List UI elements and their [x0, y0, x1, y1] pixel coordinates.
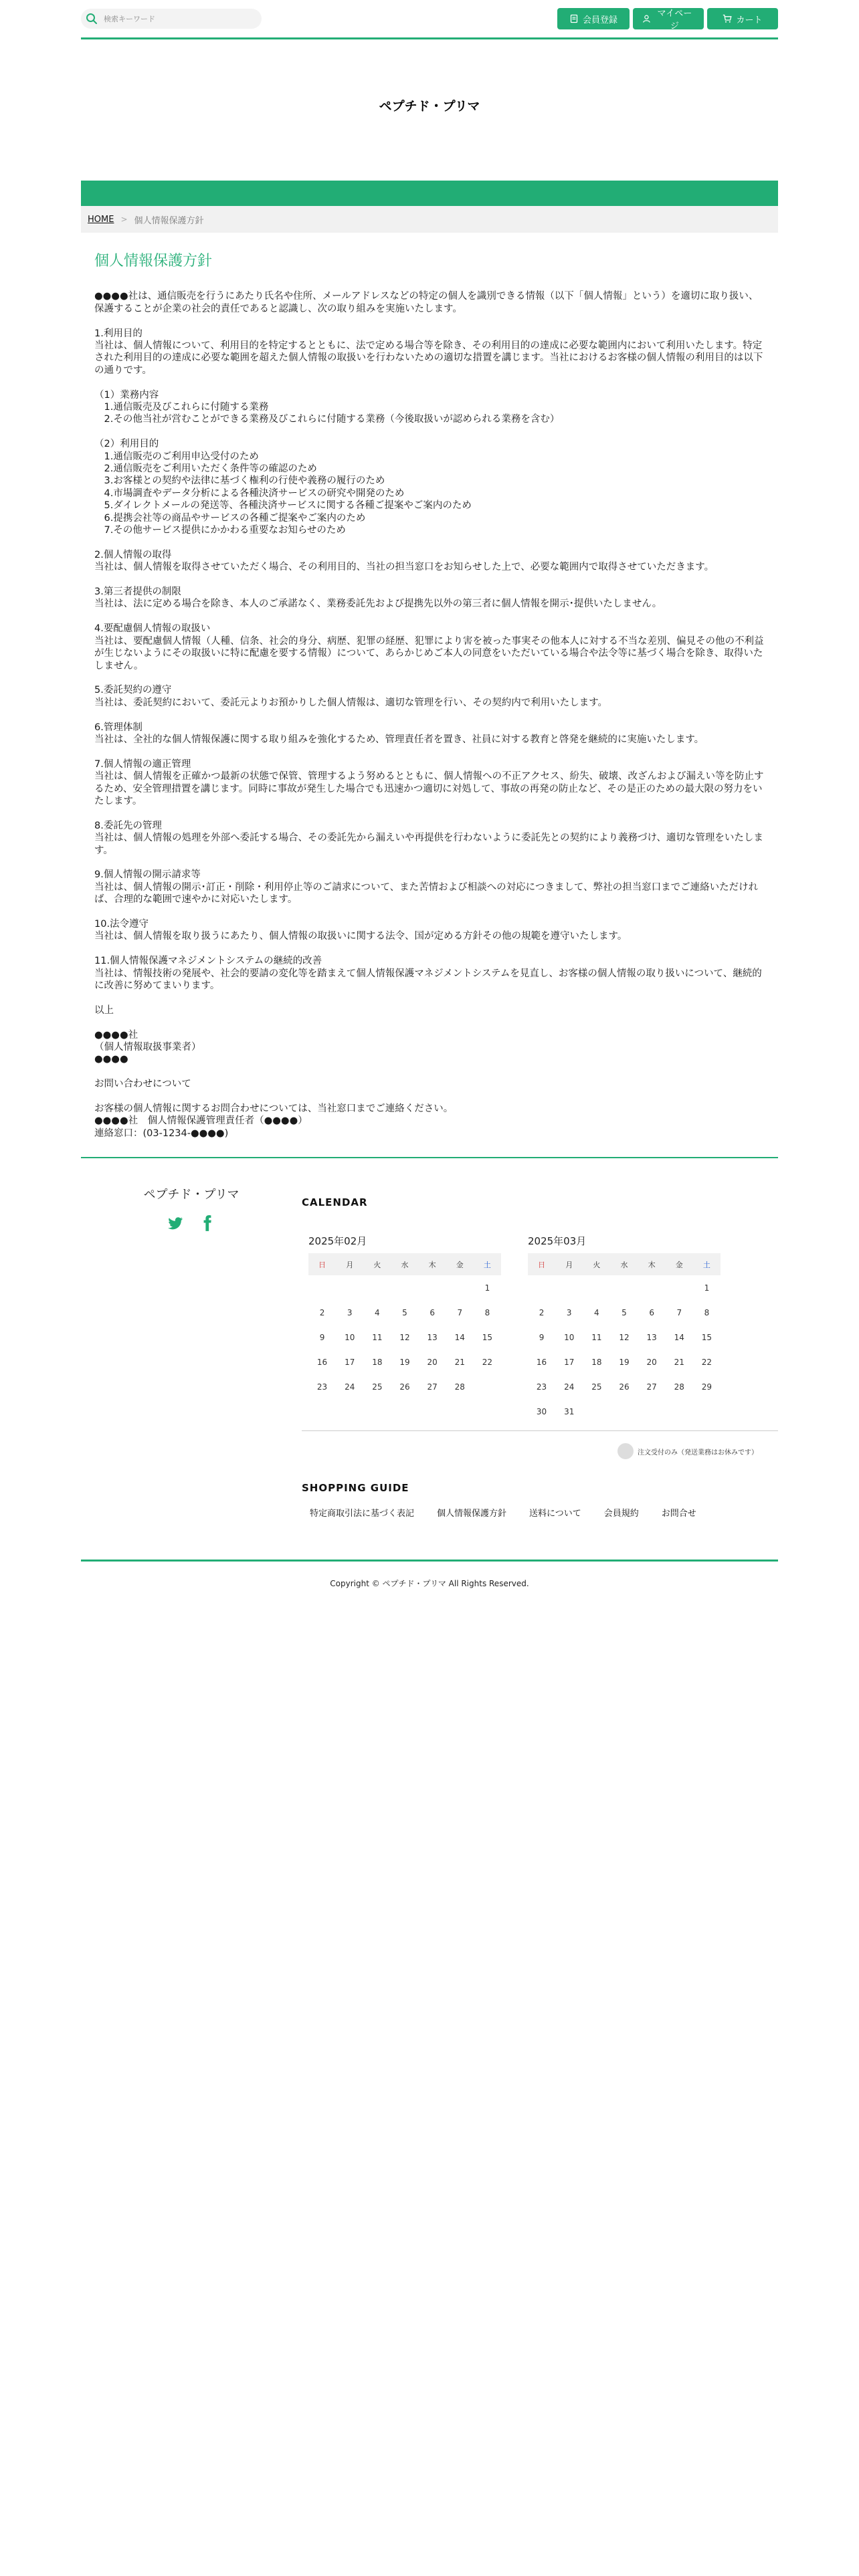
policy-line: （1）業務内容 — [94, 389, 159, 401]
calendar-day: 13 — [646, 1332, 657, 1342]
calendar-day: 31 — [564, 1406, 575, 1416]
policy-line: 2.通信販売をご利用いただく条件等の確認のため — [94, 463, 317, 475]
legend-dot-icon — [617, 1443, 634, 1459]
weekday-header: 水 — [391, 1253, 418, 1275]
policy-line: 当社は、法に定める場合を除き、本人のご承諾なく、業務委託先および提携先以外の第三者に個人情報を開示･提供いたしません。 — [94, 599, 662, 610]
calendar-day: 3 — [347, 1307, 353, 1317]
social-links — [81, 1214, 302, 1235]
weekday-header: 金 — [446, 1253, 474, 1275]
calendar-day — [583, 1399, 610, 1424]
logo-area — [81, 39, 778, 181]
guide-link[interactable]: 会員規約 — [603, 1509, 639, 1519]
policy-line: （2）利用目的 — [94, 439, 159, 450]
paragraph-gap — [94, 426, 765, 438]
paragraph-gap — [94, 906, 765, 918]
policy-line: 7.その他サービス提供にかかわる重要なお知らせのため — [94, 525, 346, 536]
calendar-day: 21 — [454, 1357, 465, 1367]
calendar-day: 1 — [484, 1283, 490, 1293]
calendar-day: 5 — [622, 1307, 627, 1317]
policy-line: ●●●●社 — [94, 1029, 138, 1041]
policy-line: 4.市場調査やデータ分析による各種決済サービスの研究や開発のため — [94, 488, 405, 499]
paragraph-gap — [94, 315, 765, 327]
calendar-day: 6 — [430, 1307, 435, 1317]
policy-line: 1.通信販売及びこれらに付随する業務 — [94, 402, 269, 413]
copyright: Copyright © ペプチド・プリマ All Rights Reserved. — [330, 1579, 529, 1589]
weekday-header: 土 — [474, 1253, 501, 1275]
guide-link[interactable]: 特定商取引法に基づく表記 — [310, 1509, 415, 1519]
guide-link[interactable]: 送料について — [529, 1509, 581, 1519]
policy-line: 2.個人情報の取得 — [94, 549, 172, 560]
calendar-day: 11 — [372, 1332, 383, 1342]
policy-line: 1.利用目的 — [94, 328, 142, 339]
policy-line: 1.通信販売のご利用申込受付のため — [94, 451, 259, 462]
footer-main — [302, 1185, 778, 1560]
policy-line: 当社は、個人情報を取り扱うにあたり、個人情報の取扱いに関する法令、国が定める方針その他の規範を遵守いたします。 — [94, 931, 628, 942]
policy-line: お問い合わせについて — [94, 1079, 191, 1090]
guide-link[interactable]: お問合せ — [661, 1509, 696, 1519]
paragraph-gap — [94, 574, 765, 586]
calendar-day: 21 — [674, 1357, 684, 1367]
calendar-day: 10 — [564, 1332, 575, 1342]
calendar-day: 27 — [646, 1382, 657, 1392]
paragraph-gap — [94, 992, 765, 1004]
policy-line: 当社は、要配慮個人情報（人種、信条、社会的身分、病歴、犯罪の経歴、犯罪により害を被った事実その他本人に対する不当な差別、偏見その他の不利益が生じないようにその取扱いに特に配慮を要する情報）について、あらかじめご本人の同意をいただいている場合や法令等に基づく場合を除き、取得いたしません。 — [94, 635, 764, 671]
policy-line: 6.提携会社等の商品やサービスの各種ご提案やご案内のため — [94, 512, 366, 524]
calendar-day: 26 — [399, 1382, 410, 1392]
calendar-day: 6 — [649, 1307, 654, 1317]
calendar-day: 13 — [427, 1332, 438, 1342]
calendar-day: 23 — [316, 1382, 328, 1392]
calendar-day: 23 — [536, 1382, 547, 1392]
calendar-day: 25 — [591, 1382, 602, 1392]
policy-line: 5.ダイレクトメールの発送等、各種決済サービスに関する各種ご提案やご案内のため — [94, 500, 472, 512]
calendar-day: 18 — [372, 1357, 383, 1367]
calendar-day: 19 — [619, 1357, 630, 1367]
policy-line: 8.委託先の管理 — [94, 820, 162, 831]
cart-label: カート — [736, 15, 763, 25]
header-buttons — [557, 8, 778, 29]
calendar-day — [693, 1399, 721, 1424]
calendar-legend — [302, 1443, 758, 1459]
paragraph-gap — [94, 709, 765, 721]
calendar-day: 11 — [591, 1332, 602, 1342]
weekday-header: 火 — [363, 1253, 391, 1275]
calendar-day: 17 — [345, 1357, 355, 1367]
calendar-day: 30 — [536, 1406, 547, 1416]
calendar-day: 4 — [594, 1307, 599, 1317]
weekday-header: 日 — [528, 1253, 555, 1275]
calendar-day: 20 — [646, 1357, 657, 1367]
policy-line: 3.お客様との契約や法律に基づく権利の行使や義務の履行のため — [94, 475, 385, 487]
search-input[interactable] — [102, 14, 252, 24]
weekday-header: 木 — [419, 1253, 446, 1275]
paragraph-gap — [94, 611, 765, 623]
register-icon — [569, 14, 579, 23]
calendar-title: CALENDAR — [302, 1196, 368, 1209]
twitter-icon[interactable] — [167, 1214, 184, 1235]
paragraph-gap — [94, 857, 765, 869]
breadcrumb-separator: > — [120, 215, 128, 224]
calendar-day: 10 — [345, 1332, 355, 1342]
policy-line: 5.委託契約の遵守 — [94, 685, 172, 696]
site-header — [81, 0, 778, 37]
policy-line: 当社は、委託契約において、委託元よりお預かりした個人情報は、適切な管理を行い、その契約内で利用いたします。 — [94, 697, 608, 708]
policy-line: 6.管理体制 — [94, 722, 142, 733]
footer-logo[interactable]: ペプチド・プリマ — [143, 1188, 240, 1202]
policy-line: お客様の個人情報に関するお問合わせについては、当社窓口までご連絡ください。 — [94, 1103, 454, 1114]
calendar-month — [308, 1234, 501, 1424]
calendar-month — [528, 1234, 721, 1424]
calendar-day: 29 — [701, 1382, 712, 1392]
calendar-day: 24 — [345, 1382, 355, 1392]
policy-line: 11.個人情報保護マネジメントシステムの継続的改善 — [94, 956, 322, 967]
paragraph-gap — [94, 807, 765, 819]
weekday-header: 月 — [336, 1253, 363, 1275]
calendar-day: 20 — [427, 1357, 438, 1367]
search-box[interactable] — [81, 9, 262, 29]
policy-line: 当社は、個人情報について、利用目的を特定するとともに、法で定める場合等を除き、その利用目的の達成に必要な範囲内において利用いたします。特定された利用目的の達成に必要な範囲を超えた個人情報の取扱いを行わないための適切な措置を講じます。当社におけるお客様の個人情報の利用目的は以下の通りです。 — [94, 340, 763, 376]
weekday-header: 土 — [693, 1253, 721, 1275]
paragraph-gap — [94, 1091, 765, 1103]
calendar-day — [610, 1275, 638, 1300]
calendar-table — [308, 1253, 501, 1399]
weekday-header: 月 — [555, 1253, 583, 1275]
policy-line: 7.個人情報の適正管理 — [94, 758, 191, 770]
register-label: 会員登録 — [582, 15, 617, 25]
shopping-guide-title: SHOPPING GUIDE — [302, 1482, 409, 1495]
calendar-day: 27 — [427, 1382, 438, 1392]
legend-text: 注文受付のみ（発送業務はお休みです） — [638, 1448, 758, 1457]
paragraph-gap — [94, 536, 765, 548]
calendar-day: 7 — [676, 1307, 682, 1317]
calendar-day — [446, 1275, 474, 1300]
footer-divider — [81, 1560, 778, 1562]
calendar-day: 17 — [564, 1357, 575, 1367]
policy-line: 当社は、全社的な個人情報保護に関する取り組みを強化するため、管理責任者を置き、社員に対する教育と啓発を継続的に実施いたします。 — [94, 734, 704, 745]
policy-content — [81, 255, 778, 1140]
calendar-day: 25 — [372, 1382, 383, 1392]
calendar-day — [666, 1275, 693, 1300]
calendar-day — [638, 1275, 666, 1300]
calendar-day: 9 — [539, 1332, 545, 1342]
cart-icon — [723, 14, 732, 23]
policy-line: 当社は、個人情報を正確かつ最新の状態で保管、管理するよう努めるとともに、個人情報への不正アクセス、紛失、破壊、改ざんおよび漏えい等を防止するため、安全管理措置を講じます。同時に事故が発生した場合でも迅速かつ適切に対処して、事故の再発の防止など、その是正のための最大限の努力をいたします。 — [94, 771, 764, 807]
policy-line: 当社は、個人情報を取得させていただく場合、その利用目的、当社の担当窓口をお知らせした上で、必要な範囲内で取得させていただきます。 — [94, 562, 714, 573]
search-icon[interactable] — [81, 9, 102, 29]
policy-line: 当社は、情報技術の発展や、社会的要請の変化等を踏まえて個人情報保護マネジメントシステムを見直し、お客様の個人情報の取り扱いについて、継続的に改善に努めてまいります。 — [94, 968, 762, 991]
calendar-day — [666, 1399, 693, 1424]
calendar-day: 8 — [704, 1307, 710, 1317]
calendar-day — [555, 1275, 583, 1300]
mypage-button[interactable] — [633, 8, 704, 29]
calendar-day — [528, 1275, 555, 1300]
calendar-day: 7 — [457, 1307, 463, 1317]
calendar-day: 22 — [701, 1357, 712, 1367]
calendar-day: 2 — [319, 1307, 325, 1317]
calendar-divider — [302, 1430, 778, 1431]
calendar-day — [391, 1275, 418, 1300]
calendar-day: 28 — [454, 1382, 465, 1392]
register-button[interactable] — [557, 8, 630, 29]
calendar-day: 16 — [536, 1357, 547, 1367]
calendar-month-label: 2025年03月 — [528, 1235, 587, 1248]
calendar-day: 22 — [482, 1357, 493, 1367]
policy-line: 3.第三者提供の制限 — [94, 586, 181, 598]
paragraph-gap — [94, 1066, 765, 1078]
calendar-day: 26 — [619, 1382, 630, 1392]
policy-line: 4.要配慮個人情報の取扱い — [94, 623, 211, 635]
facebook-icon[interactable] — [199, 1214, 216, 1235]
calendar-day — [336, 1275, 363, 1300]
calendar-day: 1 — [704, 1283, 710, 1293]
page-title: 個人情報保護方針 — [94, 253, 213, 270]
calendar-day: 18 — [591, 1357, 602, 1367]
policy-line: 連絡窓口：(03-1234-●●●●) — [94, 1128, 229, 1139]
green-band — [81, 181, 778, 206]
calendar-day: 4 — [375, 1307, 380, 1317]
policy-line: 10.法令遵守 — [94, 918, 149, 930]
calendar-day: 14 — [454, 1332, 465, 1342]
calendar-day: 9 — [319, 1332, 325, 1342]
calendar-day — [419, 1275, 446, 1300]
user-icon — [642, 14, 651, 23]
calendar-day — [610, 1399, 638, 1424]
calendar-day: 19 — [399, 1357, 410, 1367]
breadcrumb-current: 個人情報保護方針 — [134, 215, 204, 226]
calendar-day: 8 — [484, 1307, 490, 1317]
calendars — [302, 1234, 778, 1424]
policy-line: 以上 — [94, 1004, 114, 1016]
weekday-header: 木 — [638, 1253, 666, 1275]
footer-brand — [81, 1185, 302, 1560]
page — [81, 0, 778, 1589]
calendar-day: 12 — [619, 1332, 630, 1342]
weekday-header: 火 — [583, 1253, 610, 1275]
weekday-header: 日 — [308, 1253, 336, 1275]
policy-line: 当社は、個人情報の処理を外部へ委託する場合、その委託先から漏えいや再提供を行わないように委託先との契約により義務づけ、適切な管理をいたします。 — [94, 833, 763, 856]
cart-button[interactable] — [707, 8, 778, 29]
calendar-day: 3 — [566, 1307, 572, 1317]
policy-line: ●●●●社 個人情報保護管理責任者（●●●●） — [94, 1115, 308, 1127]
site-footer — [81, 1158, 778, 1560]
calendar-day: 12 — [399, 1332, 410, 1342]
paragraph-gap — [94, 672, 765, 684]
paragraph-gap — [94, 1016, 765, 1029]
policy-line: 当社は、個人情報の開示･訂正・削除・利用停止等のご請求について、また苦情および相談への対応につきまして、弊社の担当窓口までご連絡いただければ、合理的な範囲で速やかに対応いたします。 — [94, 881, 759, 905]
mypage-label: マイページ — [657, 9, 692, 31]
calendar-day: 15 — [701, 1332, 712, 1342]
calendar-day — [638, 1399, 666, 1424]
calendar-day: 16 — [316, 1357, 328, 1367]
calendar-day: 2 — [539, 1307, 545, 1317]
calendar-day — [363, 1275, 391, 1300]
calendar-table — [528, 1253, 721, 1424]
calendar-day — [474, 1374, 501, 1399]
shopping-guide-links — [302, 1506, 778, 1519]
calendar-day: 28 — [674, 1382, 684, 1392]
calendar-day: 14 — [674, 1332, 684, 1342]
calendar-day: 5 — [402, 1307, 407, 1317]
policy-line: ●●●●社は、通信販売を行うにあたり氏名や住所、メールアドレスなどの特定の個人を識別できる情報（以下「個人情報」という）を適切に取り扱い、保護することが企業の社会的責任であると認識し、次の取り組みを実施いたします。 — [94, 291, 759, 314]
policy-line: 2.その他当社が営むことができる業務及びこれらに付随する業務（今後取扱いが認められる業務を含む） — [94, 414, 560, 425]
policy-line: 9.個人情報の開示請求等 — [94, 869, 201, 881]
calendar-month-label: 2025年02月 — [308, 1235, 367, 1248]
calendar-day — [583, 1275, 610, 1300]
site-logo[interactable]: ペプチド・プリマ — [379, 99, 480, 114]
guide-link[interactable]: 個人情報保護方針 — [437, 1509, 507, 1519]
paragraph-gap — [94, 943, 765, 955]
breadcrumb-home-link[interactable]: HOME — [88, 214, 114, 225]
policy-line: ●●●● — [94, 1054, 128, 1065]
policy-body — [94, 290, 765, 1140]
paragraph-gap — [94, 746, 765, 758]
paragraph-gap — [94, 377, 765, 389]
weekday-header: 水 — [610, 1253, 638, 1275]
breadcrumb — [81, 206, 778, 233]
calendar-day: 15 — [482, 1332, 493, 1342]
calendar-day: 24 — [564, 1382, 575, 1392]
weekday-header: 金 — [666, 1253, 693, 1275]
calendar-day — [308, 1275, 336, 1300]
policy-line: （個人情報取扱事業者） — [94, 1041, 201, 1053]
